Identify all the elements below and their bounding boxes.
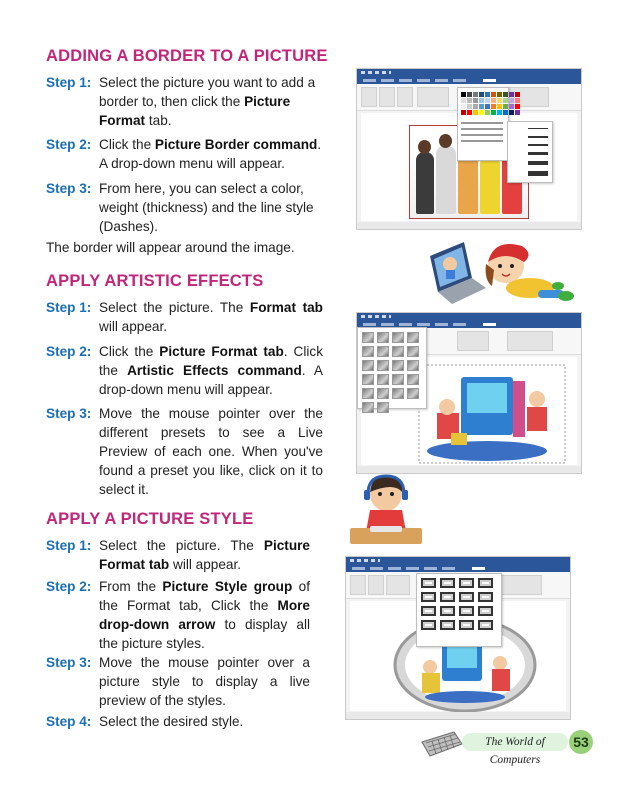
artistic-step-1: Step 1: Select the picture. The Format tab will appear. [46,300,323,334]
keyboard-icon [420,730,464,758]
word-screenshot-border [356,68,582,230]
step-label: Step 3: [46,181,92,196]
word-screenshot-style [345,556,571,720]
artistic-effects-menu [357,327,427,409]
step-label: Step 3: [46,406,92,421]
step-label: Step 3: [46,655,92,670]
step-label: Step 4: [46,714,92,729]
artistic-step-3: Step 3: Move the mouse pointer over the different presets to see a Live Preview of each one. When you've found a preset you like, click on it to select it. [46,406,323,497]
boy-desk-illustration [346,470,426,550]
step-label: Step 2: [46,579,92,594]
section-heading-border: ADDING A BORDER TO A PICTURE [46,47,328,65]
section-heading-artistic: APPLY ARTISTIC EFFECTS [46,272,264,290]
style-step-4: Step 4: Select the desired style. [46,714,244,729]
border-weight-menu [507,121,553,183]
border-step-3: Step 3: From here, you can select a color, weight (thickness) and the line style (Dashes). [46,181,314,234]
section-heading-style: APPLY A PICTURE STYLE [46,510,254,528]
border-step-1: Step 1: Select the picture you want to add a border to, then click the Picture Format tab. [46,75,316,128]
book-title-badge: The World of Computers [462,733,568,751]
step-label: Step 2: [46,344,92,359]
page-number: 53 [569,730,593,754]
word-screenshot-artistic [356,312,582,474]
step-label: Step 1: [46,300,92,315]
style-step-2: Step 2: From the Picture Style group of the Format tab, Click the More drop-down arrow to display all the picture styles. [46,579,310,651]
style-step-1: Step 1: Select the picture. The Picture Format tab will appear. [46,538,310,572]
step-label: Step 2: [46,137,92,152]
picture-styles-gallery [416,573,502,647]
border-step-2: Step 2: Click the Picture Border command. A drop-down menu will appear. [46,137,322,171]
style-step-3: Step 3: Move the mouse pointer over a picture style to display a live preview of the styles. [46,655,310,708]
girl-laptop-illustration [426,232,576,308]
kids-computer-image [417,363,567,465]
border-note: The border will appear around the image. [46,240,295,255]
step-label: Step 1: [46,75,92,90]
border-color-menu [457,87,509,161]
step-label: Step 1: [46,538,92,553]
artistic-step-2: Step 2: Click the Picture Format tab. Click the Artistic Effects command. A drop-down menu will appear. [46,344,323,397]
